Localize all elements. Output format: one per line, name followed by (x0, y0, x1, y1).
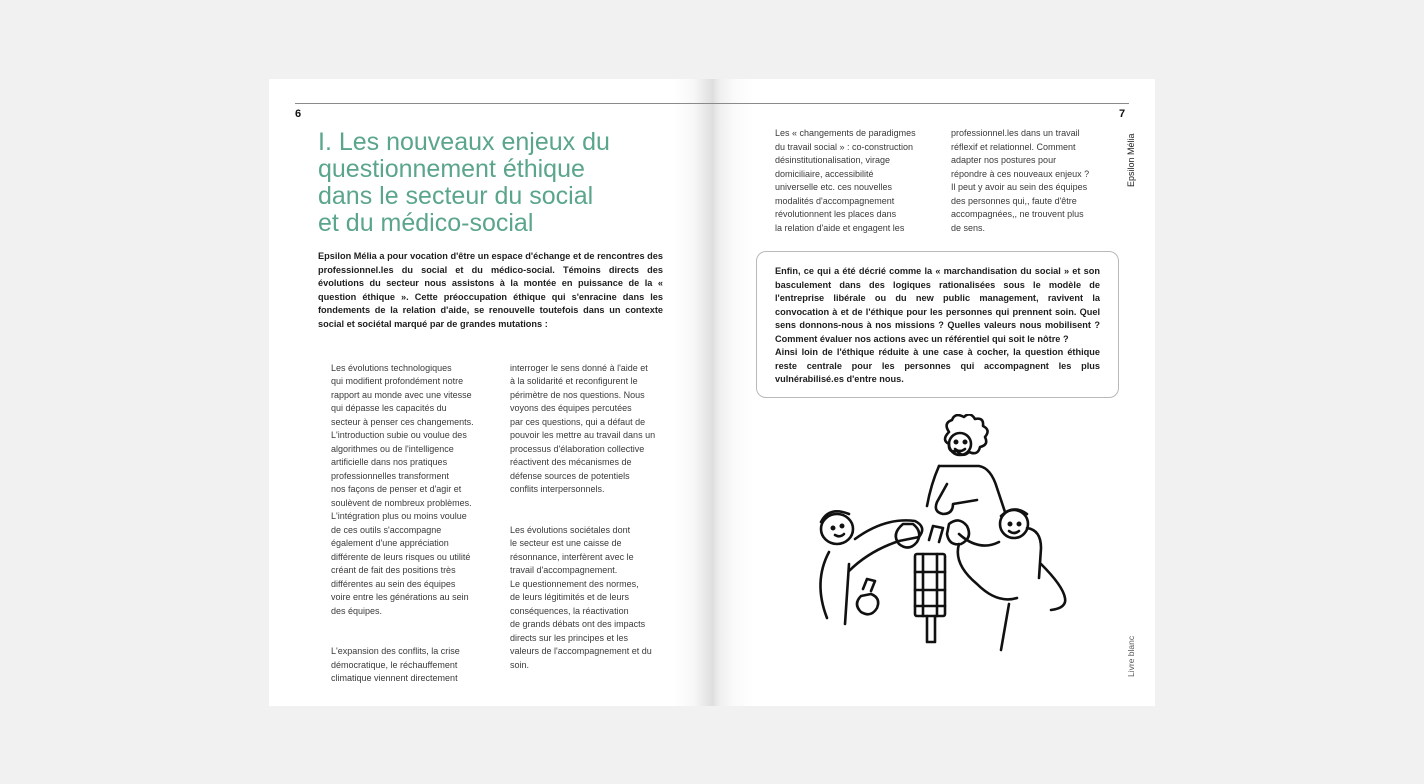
left-column-1-paragraph-2: L'expansion des conflits, la crise démocratique, le réchauffement climatique viennent directement (331, 646, 460, 683)
chapter-title: I. Les nouveaux enjeux du questionnement éthique dans le secteur du social et du médico-social (318, 128, 610, 237)
page-number-left: 6 (295, 108, 302, 120)
intro-paragraph: Epsilon Mélia a pour vocation d'être un espace d'échange et de rencontres des professionnel.les du social et du médico-social. Témoins directs des évolutions du secteur nous assistons à la montée en puissance de la « question éthique ». Cette préoccupation éthique qui s'enracine dans les fondements de la relation d'aide, se renouvelle toutefois dans un contexte social et sociétal marqué par de grandes mutations : (318, 251, 663, 329)
top-person-drawing (927, 414, 1005, 514)
callout-box (756, 251, 1119, 398)
left-column-1 (331, 348, 491, 699)
book-gutter-shadow (674, 79, 754, 706)
callout-paragraph-2: Ainsi loin de l'éthique réduite à une case à cocher, la question éthique reste centrale pour les personnes qui accompagnent les plus vulnérabilisé.es d'entre nous. (775, 347, 1100, 384)
left-person-drawing (820, 511, 922, 624)
left-column-1-paragraph-1: Les évolutions technologiques qui modifient profondément notre rapport au monde avec une vitesse qui dépasse les capacités du secteur à penser ces changements. L'introduction subie ou voulue des algorithmes ou de l'intelligence artificielle dans nos pratiques professionnelles transforment nos façons de penser et d'agir et soulèvent de nombreux problèmes. L'intégration plus ou moins voulue de ces outils s'accompagne également d'une appréciation différente de leurs risques ou utilité créant de fait des positions très différentes au sein des équipes voire entre les générations au sein des équipes. (331, 362, 474, 616)
right-column-1: Les « changements de paradigmes du travail social » : co-construction désinstitutionalisation, virage domiciliaire, accessibilité universelle etc. ces nouvelles modalités d'accompagnement révolutionnent les places dans la relation d'aide et engagent les (775, 128, 916, 233)
right-person-drawing (958, 509, 1065, 650)
left-column-2-paragraph-2: Les évolutions sociétales dont le secteur est une caisse de résonnance, interfèrent avec le travail d'accompagnement. Le questionnement des normes, de leurs légitimités et de leurs conséquences, la réactivation de grands débats ont des impacts directs sur les principes et les valeurs de l'accompagnement et du soin. (510, 524, 652, 670)
right-column-2: professionnel.les dans un travail réflexif et relationnel. Comment adapter nos postures pour répondre à ces nouveaux enjeux ? Il peut y avoir au sein des équipes des personnes qui,, faute d'être accompagnées,, ne trouvent plus de sens. (951, 128, 1090, 233)
book-spread (269, 79, 1155, 706)
page-number-right: 7 (1119, 108, 1126, 120)
people-illustration (789, 414, 1079, 654)
left-column-2 (510, 348, 670, 686)
side-label-epsilon-melia: Epsilon Mélia (1126, 133, 1136, 187)
callout-paragraph-1: Enfin, ce qui a été décrié comme la « marchandisation du social » et son basculement dans des logiques rationalisées sous le modèle de l'entreprise libérale ou du new public management, ravivent la convocation à et de l'éthique pour les personnes qui prennent soin. Quel sens donnons-nous à nos missions ? Quelles valeurs nous mobilisent ? Comment évaluer nos actions avec un référentiel qui soit le nôtre ? (775, 266, 1100, 344)
header-rule (295, 103, 1129, 104)
left-column-2-paragraph-1: interroger le sens donné à l'aide et à la solidarité et reconfigurent le périmètre de nos questions. Nous voyons des équipes percutées par ces questions, qui a défaut de pouvoir les mettre au travail dans un processus d'élaboration collective réactivent des mécanismes de défense sources de potentiels conflits interpersonnels. (510, 362, 656, 494)
side-label-livre-blanc: Livre blanc (1126, 635, 1136, 677)
